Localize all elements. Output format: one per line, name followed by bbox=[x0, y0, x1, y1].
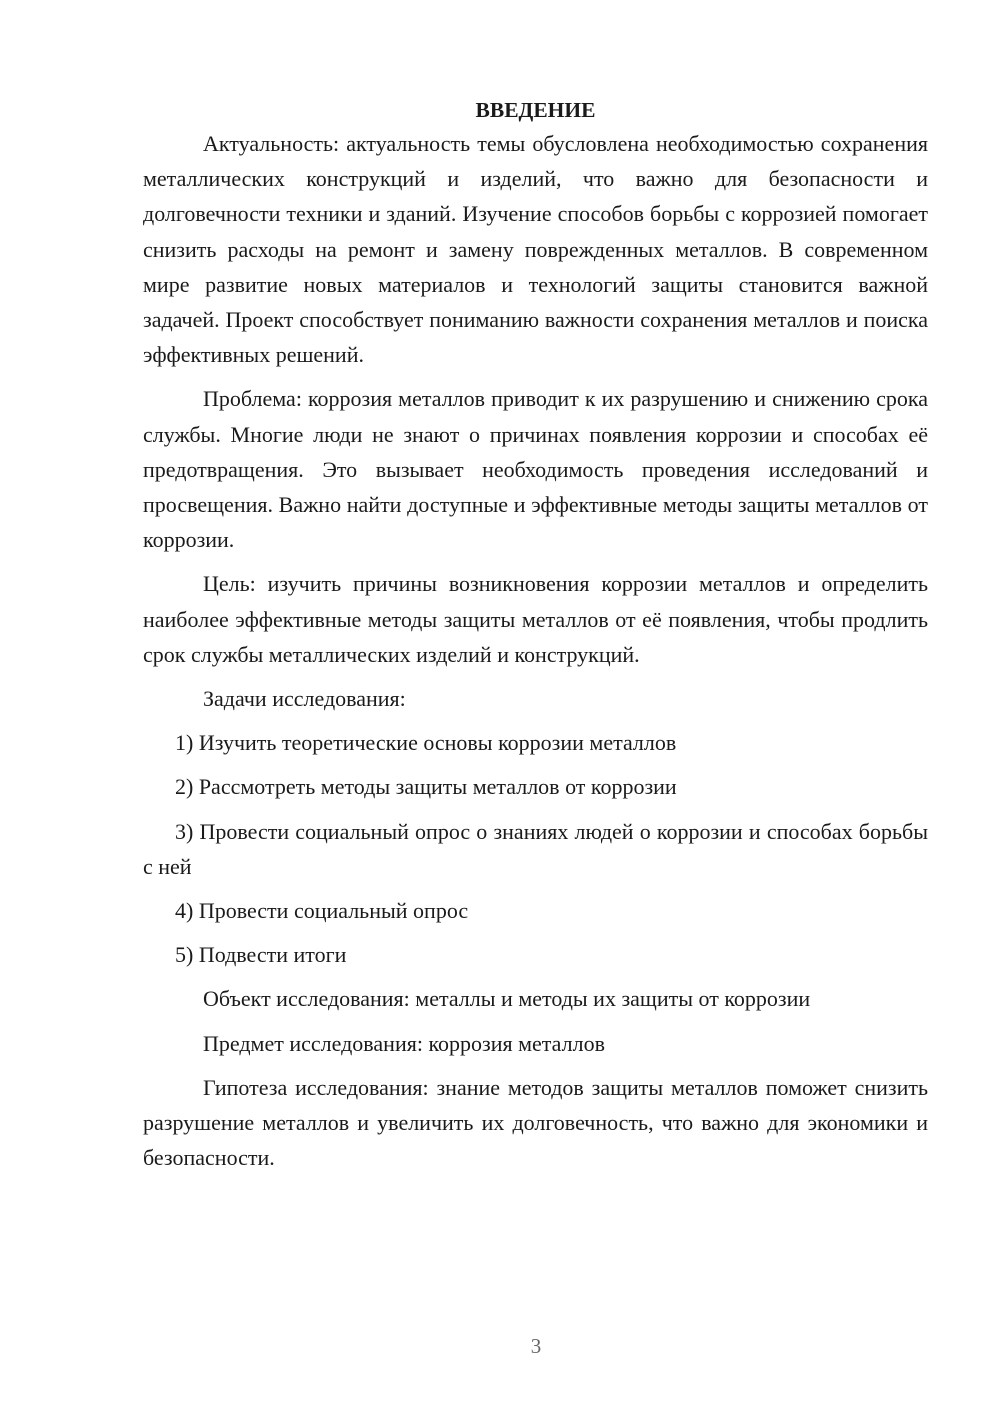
task-item-4: 4) Провести социальный опрос bbox=[175, 898, 469, 924]
research-object: Объект исследования: металлы и методы их защиты от коррозии bbox=[203, 986, 811, 1012]
section-heading: ВВЕДЕНИЕ bbox=[475, 98, 596, 122]
task-item-1: 1) Изучить теоретические основы коррозии металлов bbox=[175, 730, 677, 756]
page-number: 3 bbox=[530, 1334, 542, 1358]
task-item-5: 5) Подвести итоги bbox=[175, 942, 347, 968]
problem-paragraph: Проблема: коррозия металлов приводит к их разрушению и снижению срока службы. Многие люди не знают о причинах появления коррозии и способах её предотвращения. Это вызывает необходимость проведения исследований и просвещения. Важно найти доступные и эффективные методы защиты металлов от коррозии. bbox=[143, 386, 928, 553]
research-subject: Предмет исследования: коррозия металлов bbox=[203, 1030, 605, 1056]
page-content bbox=[143, 94, 928, 1175]
task-item-3: 3) Провести социальный опрос о знаниях людей о коррозии и способах борьбы с ней bbox=[143, 818, 928, 879]
goal-paragraph: Цель: изучить причины возникновения коррозии металлов и определить наиболее эффективные методы защиты металлов от её появления, чтобы продлить срок службы металлических изделий и конструкций. bbox=[143, 571, 928, 667]
task-item-2: 2) Рассмотреть методы защиты металлов от коррозии bbox=[175, 774, 677, 800]
research-hypothesis: Гипотеза исследования: знание методов защиты металлов поможет снизить разрушение металлов и увеличить их долговечность, что важно для экономики и безопасности. bbox=[143, 1074, 928, 1171]
relevance-paragraph: Актуальность: актуальность темы обусловлена необходимостью сохранения металлических конструкций и изделий, что важно для безопасности и долговечности техники и зданий. Изучение способов борьбы с коррозией помогает снизить расходы на ремонт и замену поврежденных металлов. В современном мире развитие новых материалов и технологий защиты становится важной задачей. Проект способствует пониманию важности сохранения металлов и поиска эффективных решений. bbox=[143, 131, 928, 368]
tasks-title: Задачи исследования: bbox=[203, 686, 406, 712]
